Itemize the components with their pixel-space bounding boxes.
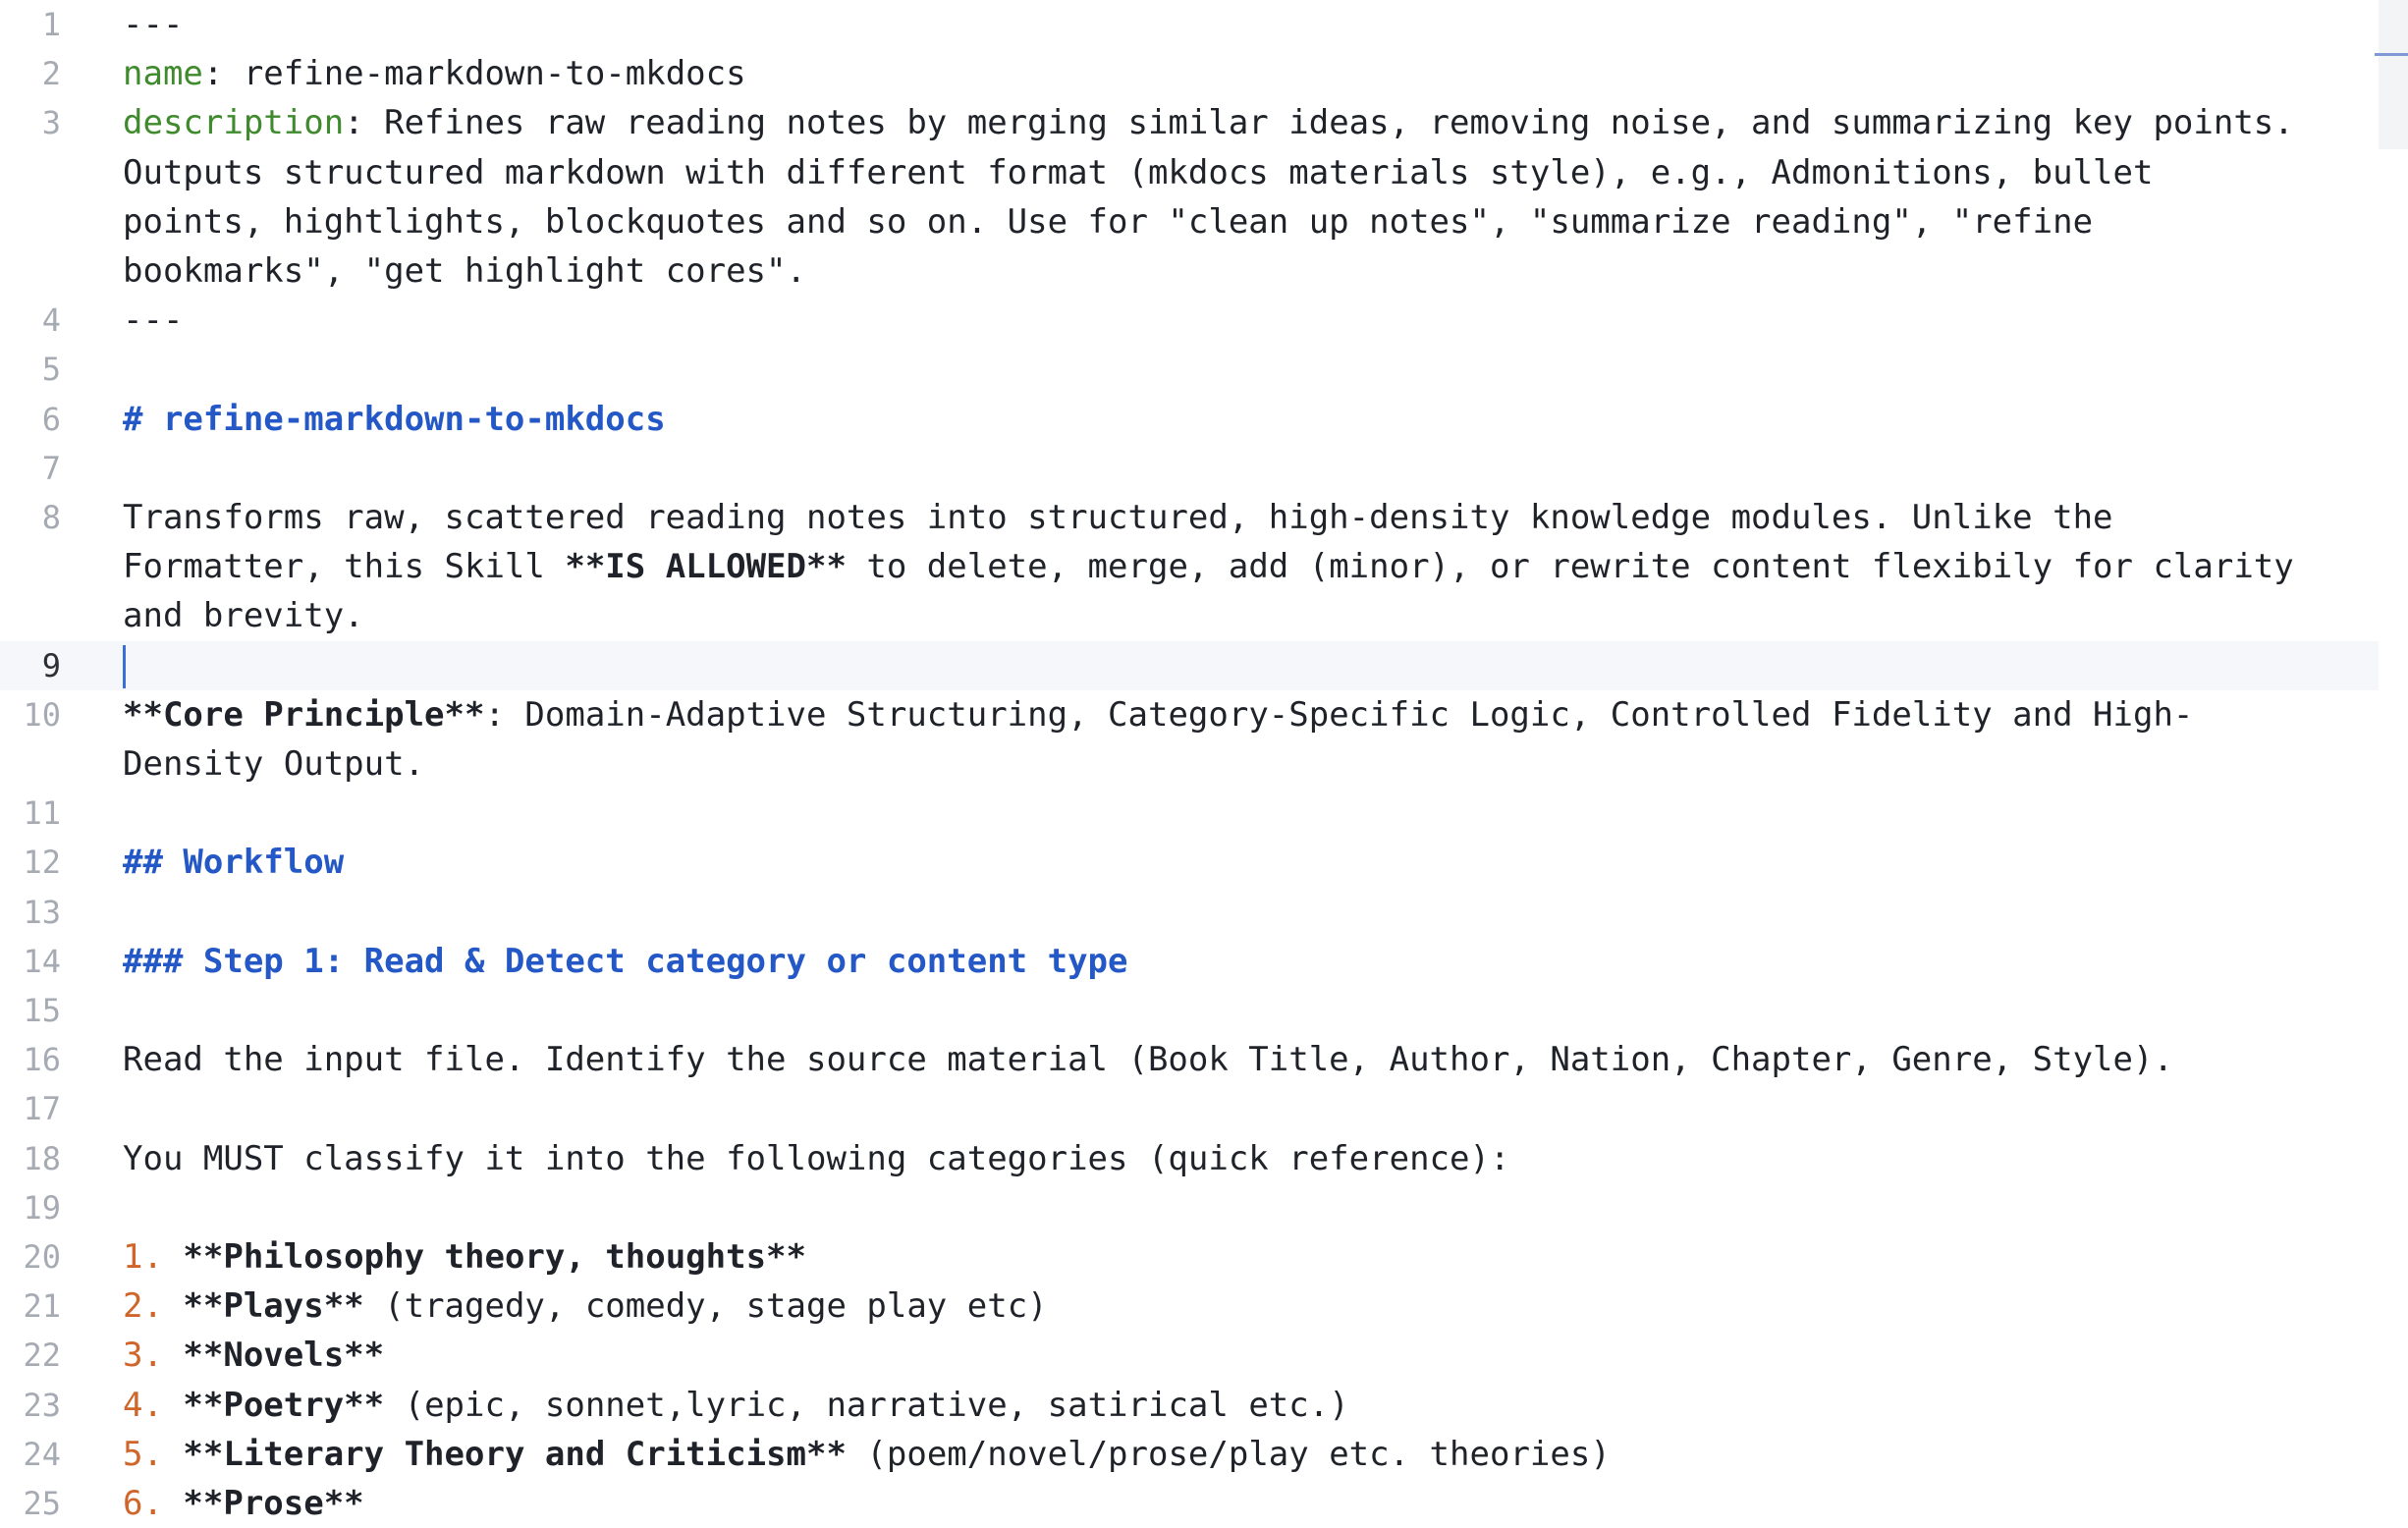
- scrollbar-thumb[interactable]: [2379, 0, 2408, 149]
- list-number-token: 5.: [123, 1434, 184, 1474]
- line-content[interactable]: [123, 690, 2313, 789]
- line-number: 24: [23, 1435, 61, 1473]
- line-content[interactable]: [123, 1381, 2313, 1430]
- editor-line[interactable]: [0, 1084, 2408, 1133]
- line-content[interactable]: [123, 296, 2313, 345]
- markdown-heading-token: ## Workflow: [123, 843, 345, 883]
- editor-line[interactable]: [0, 1381, 2408, 1430]
- editor-line[interactable]: [0, 0, 2408, 49]
- bold-text-token: **Philosophy theory, thoughts**: [183, 1236, 806, 1277]
- line-number: 6: [41, 400, 61, 438]
- bold-text-token: **Literary Theory and Criticism**: [183, 1434, 847, 1474]
- line-number: 14: [23, 942, 61, 980]
- bold-text-token: **IS ALLOWED**: [565, 547, 847, 587]
- list-number-token: 2.: [123, 1286, 184, 1327]
- line-content[interactable]: [123, 1331, 2313, 1380]
- line-content[interactable]: [123, 1430, 2313, 1479]
- list-number-token: 3.: [123, 1336, 184, 1376]
- editor-line[interactable]: [0, 395, 2408, 444]
- line-number: 2: [41, 55, 61, 93]
- editor-line[interactable]: [0, 1331, 2408, 1380]
- line-number: 23: [23, 1386, 61, 1424]
- line-content[interactable]: [123, 395, 2313, 444]
- line-content[interactable]: [123, 641, 2313, 690]
- line-number: 11: [23, 794, 61, 833]
- markdown-heading-token: ### Step 1: Read & Detect category or content type: [123, 941, 1128, 981]
- editor-line[interactable]: [0, 641, 2408, 690]
- line-number: 19: [23, 1188, 61, 1227]
- editor-line[interactable]: [0, 838, 2408, 887]
- bold-text-token: **Poetry**: [183, 1385, 385, 1425]
- editor-line[interactable]: [0, 986, 2408, 1035]
- editor-line[interactable]: [0, 98, 2408, 296]
- editor-line[interactable]: [0, 1134, 2408, 1183]
- line-content[interactable]: [123, 0, 2313, 49]
- line-number: 9: [41, 646, 61, 684]
- editor-line[interactable]: [0, 1232, 2408, 1282]
- text-token: Transforms raw, scattered reading notes into structured, high-density knowledge modules. Unlike the Formatter, this Skill: [123, 498, 2133, 587]
- line-number: 17: [23, 1090, 61, 1128]
- line-number: 22: [23, 1337, 61, 1375]
- line-number: 3: [41, 104, 61, 142]
- editor-line[interactable]: [0, 444, 2408, 493]
- markdown-heading-token: # refine-markdown-to-mkdocs: [123, 399, 666, 439]
- line-number: 12: [23, 844, 61, 882]
- text-token: ---: [123, 5, 184, 44]
- editor-line[interactable]: [0, 888, 2408, 937]
- editor-line[interactable]: [0, 1282, 2408, 1331]
- editor-line[interactable]: [0, 493, 2408, 641]
- yaml-key-token: name: [123, 54, 203, 94]
- editor-line[interactable]: [0, 789, 2408, 838]
- line-content[interactable]: [123, 838, 2313, 887]
- line-number: 21: [23, 1287, 61, 1326]
- line-number: 18: [23, 1139, 61, 1177]
- list-number-token: 4.: [123, 1385, 184, 1425]
- text-token: to delete, merge, add (minor), or rewrite content flexibily for clarity and brevity.: [123, 547, 2315, 636]
- line-number: 16: [23, 1041, 61, 1079]
- line-content[interactable]: [123, 1282, 2313, 1331]
- list-number-token: 6.: [123, 1483, 184, 1523]
- text-token: : Domain-Adaptive Structuring, Category-Specific Logic, Controlled Fidelity and High-Density Output.: [123, 694, 2194, 785]
- editor-line[interactable]: [0, 690, 2408, 789]
- text-token: Read the input file. Identify the source material (Book Title, Author, Nation, Chapter, Genre, Style).: [123, 1040, 2173, 1080]
- line-content[interactable]: [123, 937, 2313, 986]
- bold-text-token: **Plays**: [183, 1286, 364, 1327]
- text-token: : Refines raw reading notes by merging similar ideas, removing noise, and summarizing key points. Outputs structured markdown with different format (mkdocs materials style), e.g., Admonitions, bullet points, hightlights, blockquotes and so on. Use for "clean up notes", "summarize reading", "refine bookmarks", "get highlight cores".: [123, 103, 2315, 292]
- editor-line[interactable]: [0, 1479, 2408, 1528]
- text-token: (epic, sonnet,lyric, narrative, satirical etc.): [384, 1385, 1349, 1425]
- line-number: 15: [23, 992, 61, 1029]
- bold-text-token: **Prose**: [183, 1483, 364, 1523]
- text-token: : refine-markdown-to-mkdocs: [202, 54, 746, 94]
- line-number: 20: [23, 1237, 61, 1276]
- text-token: (tragedy, comedy, stage play etc): [363, 1286, 1048, 1327]
- vertical-scrollbar[interactable]: [2379, 0, 2408, 1481]
- editor-line[interactable]: [0, 49, 2408, 98]
- bold-text-token: **Core Principle**: [123, 694, 485, 735]
- line-content[interactable]: [123, 98, 2313, 296]
- editor-line[interactable]: [0, 937, 2408, 986]
- editor-line[interactable]: [0, 1430, 2408, 1479]
- bold-text-token: **Novels**: [183, 1336, 385, 1376]
- editor-line[interactable]: [0, 1035, 2408, 1084]
- line-number: 13: [23, 893, 61, 931]
- text-token: (poem/novel/prose/play etc. theories): [846, 1434, 1611, 1474]
- line-content[interactable]: [123, 1479, 2313, 1528]
- list-number-token: 1.: [123, 1236, 184, 1277]
- text-token: ---: [123, 300, 184, 341]
- line-number: 4: [41, 301, 61, 340]
- text-cursor: [123, 645, 126, 688]
- line-content[interactable]: [123, 493, 2313, 641]
- line-number: 5: [41, 351, 61, 389]
- line-number: 8: [41, 499, 61, 536]
- line-number: 10: [23, 695, 61, 734]
- editor-line[interactable]: [0, 345, 2408, 394]
- line-number: 1: [41, 6, 61, 43]
- line-content[interactable]: [123, 1232, 2313, 1282]
- line-number: 7: [41, 449, 61, 487]
- line-content[interactable]: [123, 49, 2313, 98]
- line-number: 25: [23, 1484, 61, 1522]
- line-content[interactable]: [123, 1035, 2313, 1084]
- yaml-key-token: description: [123, 103, 345, 143]
- editor-line[interactable]: [0, 296, 2408, 345]
- scrollbar-cursor-marker: [2375, 53, 2408, 56]
- editor-line[interactable]: [0, 1183, 2408, 1232]
- line-content[interactable]: [123, 1134, 2313, 1183]
- text-token: You MUST classify it into the following categories (quick reference):: [123, 1138, 1510, 1178]
